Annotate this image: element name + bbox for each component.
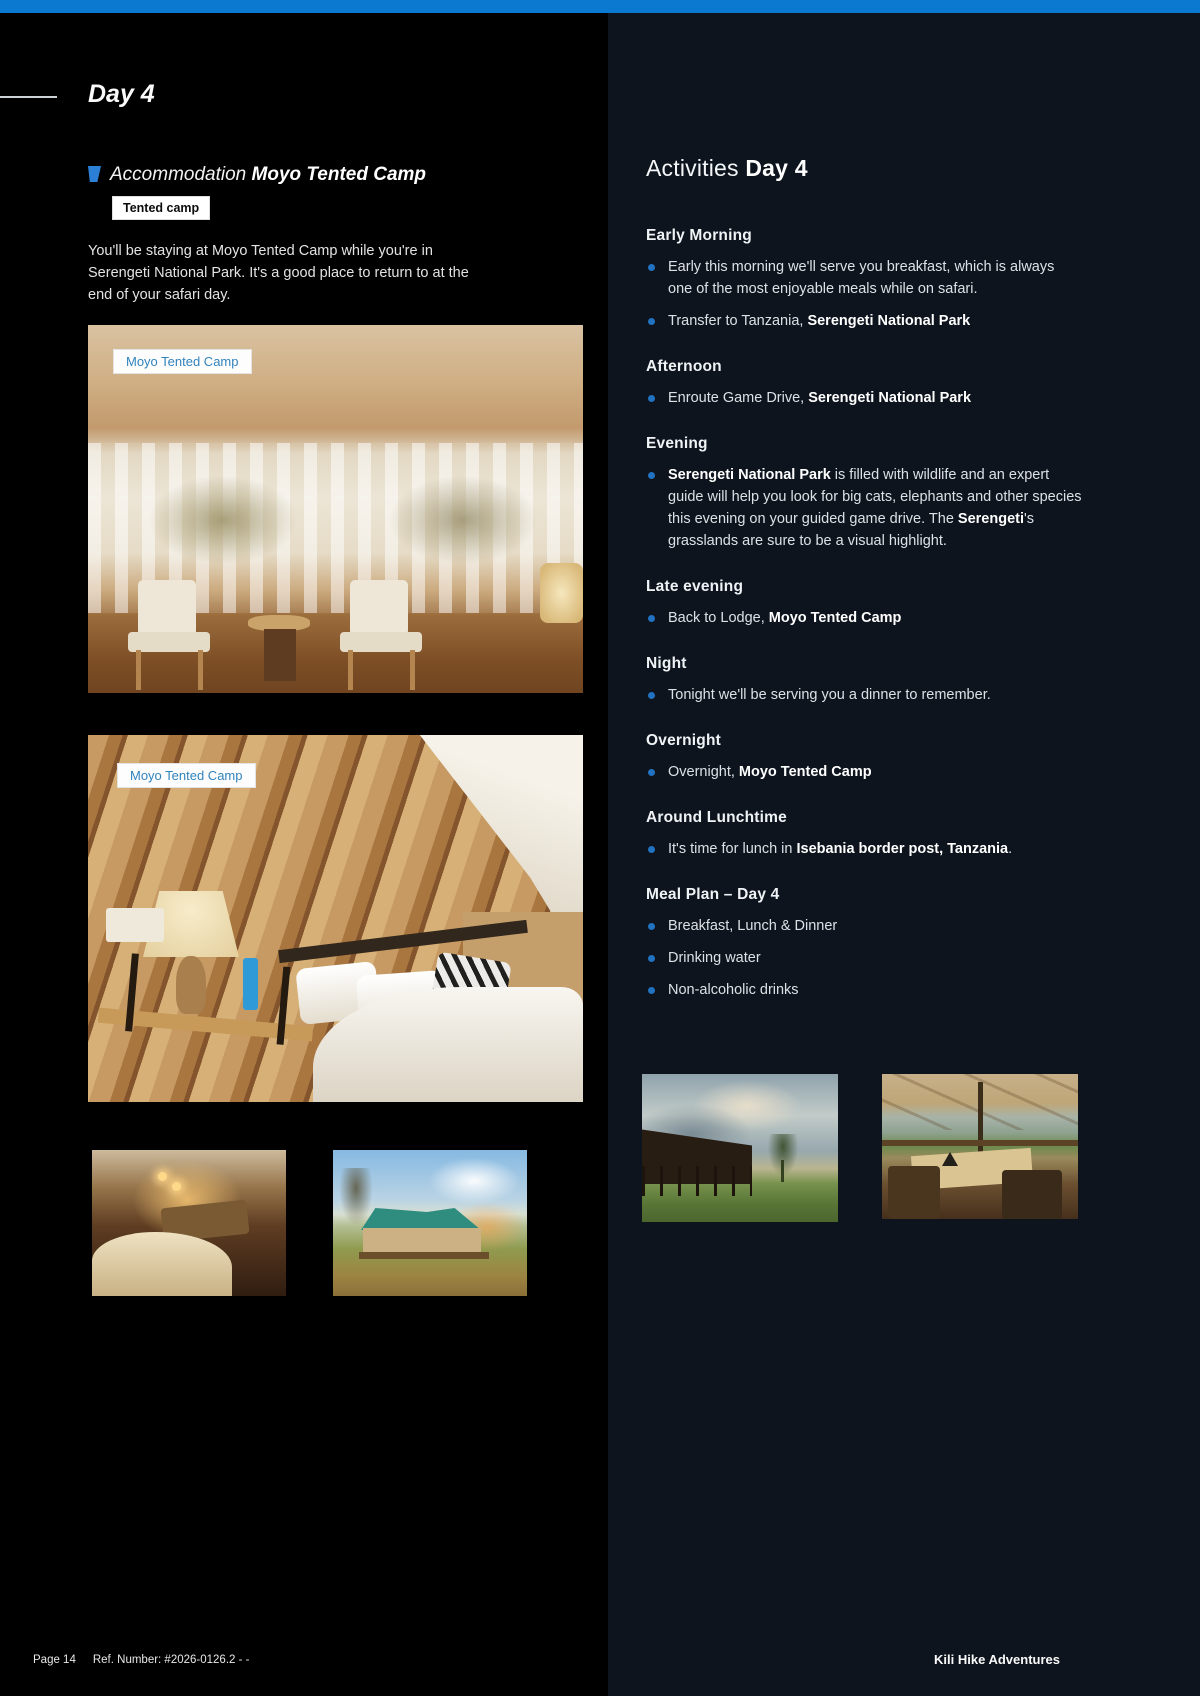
activity-text: Back to Lodge, Moyo Tented Camp [668,610,902,626]
section-heading: Overnight [646,732,722,749]
photo-dining-veranda [882,1074,1078,1219]
cloud-shape [429,1158,519,1204]
activities-title [646,155,808,182]
section-heading: Afternoon [646,358,722,375]
nightstand [98,1008,313,1042]
bullet-icon [648,987,655,994]
lamp-base [176,956,206,1014]
section-heading: Early Morning [646,227,752,244]
bullet-icon [648,264,655,271]
activity-list [646,607,1082,629]
section-heading: Evening [646,435,708,452]
lodge-deck [359,1252,489,1259]
description-line: You'll be staying at Moyo Tented Camp while you're in [88,243,433,259]
bullet-icon [648,769,655,776]
activity-item [646,761,1082,783]
activity-text: Enroute Game Drive, Serengeti National Park [668,390,972,406]
veranda-pole [978,1082,983,1162]
accommodation-name: Moyo Tented Camp [251,164,427,185]
photo-night-interior [92,1150,286,1296]
bullet-icon [648,955,655,962]
accommodation-label: Accommodation [110,164,247,185]
section-heading: Around Lunchtime [646,809,787,826]
heading-rule [0,96,57,98]
activities-photos [642,1074,1078,1222]
activity-text: It's time for lunch in Isebania border post, Tanzania. [668,841,1013,857]
activities-panel [608,13,1200,1696]
description-line: Serengeti National Park. It's a good place to return to at the [88,265,469,281]
activity-list [646,256,1082,332]
photo-lodge-exterior [333,1150,527,1296]
activities-title-prefix: Activities [646,155,739,181]
activities-title-day: Day 4 [745,155,808,181]
photo-caption: Moyo Tented Camp [117,763,256,788]
activity-text: Transfer to Tanzania, Serengeti National Park [668,313,971,329]
footer-left [33,1654,249,1666]
blue-flashlight [243,958,258,1010]
accommodation-flag-icon [88,166,101,182]
photo-bedroom [88,735,583,1102]
photo-caption: Moyo Tented Camp [113,349,252,374]
accommodation-column [88,0,583,1696]
photo-camp-storm-sky [642,1074,838,1222]
activity-list [646,761,1082,783]
activity-item [646,838,1082,860]
tree [339,1168,373,1226]
bullet-icon [648,692,655,699]
activity-list [646,684,1082,706]
activity-list [646,387,1082,409]
bullet-icon [648,923,655,930]
brand-name: Kili Hike Adventures [934,1652,1060,1667]
activity-item [646,387,1082,409]
lodge-building [363,1228,481,1254]
activity-list [646,915,1082,1001]
activity-item [646,684,1082,706]
armchair-right [340,580,424,692]
description-line: end of your safari day. [88,287,231,303]
activities-sections [646,201,1082,1011]
bullet-icon [648,472,655,479]
ceiling-light [172,1182,181,1191]
armchair-left [128,580,212,692]
activity-text: Drinking water [668,950,761,966]
activity-item [646,607,1082,629]
bullet-icon [648,395,655,402]
table-pedestal [264,629,296,681]
activity-item [646,464,1082,552]
activity-list [646,464,1082,552]
reference-number: Ref. Number: #2026-0126.2 - - [92,1654,250,1666]
bullet-icon [648,846,655,853]
dining-chair [1002,1170,1062,1219]
activity-text: Early this morning we'll serve you breakfast, which is always one of the most enjoyable meals while on safari. [668,259,1055,297]
photo-tent-lounge [88,325,583,693]
activity-item [646,947,1082,969]
bullet-icon [648,318,655,325]
tent-poles [642,1166,752,1196]
page-number: Page 14 [33,1654,76,1666]
activity-list [646,838,1082,860]
window-view [148,475,298,565]
bullet-icon [648,615,655,622]
accommodation-description [88,240,469,306]
activity-text: Serengeti National Park is filled with wildlife and an expert guide will help you look for big cats, elephants and other species this evening on your guided game drive. The Serengeti's grasslands are sure to be a visual highlight. [668,467,1082,549]
bed-duvet [92,1232,232,1296]
tree-trunk [781,1160,784,1182]
ceiling-light [158,1172,167,1181]
activity-text: Overnight, Moyo Tented Camp [668,764,872,780]
activity-item [646,256,1082,300]
activity-item [646,979,1082,1001]
activity-item [646,915,1082,937]
window-view [388,475,538,565]
lamp-glow [540,563,583,623]
activity-text: Non-alcoholic drinks [668,982,799,998]
section-heading: Night [646,655,687,672]
accommodation-heading [88,164,426,186]
veranda-rail [882,1140,1078,1146]
activity-text: Breakfast, Lunch & Dinner [668,918,838,934]
day-title: Day 4 [88,80,155,108]
wall-socket [106,908,164,942]
lodging-type-badge: Tented camp [112,196,210,220]
section-heading: Meal Plan – Day 4 [646,886,780,903]
dining-chair [888,1166,940,1219]
activity-item [646,310,1082,332]
section-heading: Late evening [646,578,744,595]
activity-text: Tonight we'll be serving you a dinner to remember. [668,687,991,703]
